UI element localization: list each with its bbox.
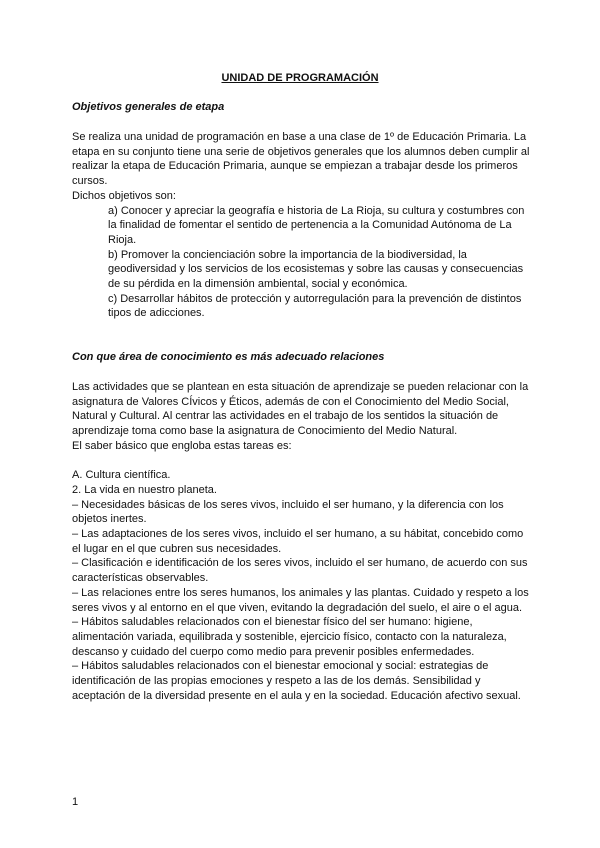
- section-area-body: [72, 380, 532, 703]
- saber-bullet-2: – Las adaptaciones de los seres vivos, incluido el ser humano, a su hábitat, concebido como el lugar en el que cubren sus necesidades.: [72, 528, 524, 555]
- saber-bullet-4: – Las relaciones entre los seres humanos, los animales y las plantas. Cuidado y respeto a los seres vivos y al entorno en el que viven, evitando la degradación del suelo, el aire o el agua.: [72, 586, 529, 614]
- objective-item-a: a) Conocer y apreciar la geografía e historia de La Rioja, su cultura y costumbres con la finalidad de fomentar el sentido de pertenencia a la Comunidad Autónoma de La Rioja.: [108, 204, 525, 246]
- section-heading-area-conocimiento: Con que área de conocimiento es más adecuado relaciones: [72, 351, 385, 363]
- spacer: [72, 454, 532, 469]
- list-item-a: A. Cultura científica.: [72, 469, 171, 482]
- objetivos-intro-paragraph: Se realiza una unidad de programación en base a una clase de 1º de Educación Primaria. La etapa en su conjunto tiene una serie de objetivos generales que los alumnos deben cumplir al realizar la etapa de Educación Primaria, aunque se empiezan a trabajar desde los primeros cursos.: [72, 131, 530, 188]
- section-objetivos-body: [72, 130, 532, 321]
- page-number: 1: [72, 796, 79, 808]
- area-paragraph: Las actividades que se plantean en esta situación de aprendizaje se pueden relacionar con la asignatura de Valores CÍvicos y Éticos, además de con el Conocimiento del Medio Social, Natural y Cultural. Al centrar las actividades en el trabajo de los sentidos la situación de aprendizaje toma como base la asignatura de Conocimiento del Medio Natural.: [72, 381, 529, 438]
- document-title: UNIDAD DE PROGRAMACIÓN: [221, 72, 379, 84]
- area-lead: El saber básico que engloba estas tareas es:: [72, 439, 292, 452]
- saber-bullet-5: – Hábitos saludables relacionados con el bienestar físico del ser humano: higiene, alimentación variada, equilibrada y sostenible, ejercicio físico, contacto con la naturaleza, descanso y cuidado del cuerpo como medio para prevenir posibles enfermedades.: [72, 616, 507, 658]
- objective-item-b: b) Promover la concienciación sobre la importancia de la biodiversidad, la geodiversidad y los servicios de los ecosistemas y sobre las causas y consecuencias de su pérdida en la dimensión ambiental, social y económica.: [108, 248, 524, 291]
- saber-bullet-6: – Hábitos saludables relacionados con el bienestar emocional y social: estrategias de identificación de las propias emociones y respeto a las de los demás. Sensibilidad y aceptación de la diversidad presente en el aula y en la sociedad. Educación afectivo sexual.: [72, 660, 521, 702]
- saber-bullet-1: – Necesidades básicas de los seres vivos, incluido el ser humano, y la diferencia con los objetos inertes.: [72, 498, 504, 526]
- objetivos-lead: Dichos objetivos son:: [72, 189, 176, 202]
- list-item-2: 2. La vida en nuestro planeta.: [72, 483, 217, 496]
- saber-bullet-3: – Clasificación e identificación de los seres vivos, incluido el ser humano, de acuerdo con sus características observables.: [72, 557, 528, 585]
- objective-item-c: c) Desarrollar hábitos de protección y autorregulación para la prevención de distintos tipos de adicciones.: [108, 292, 522, 320]
- section-heading-objetivos: Objetivos generales de etapa: [72, 101, 225, 113]
